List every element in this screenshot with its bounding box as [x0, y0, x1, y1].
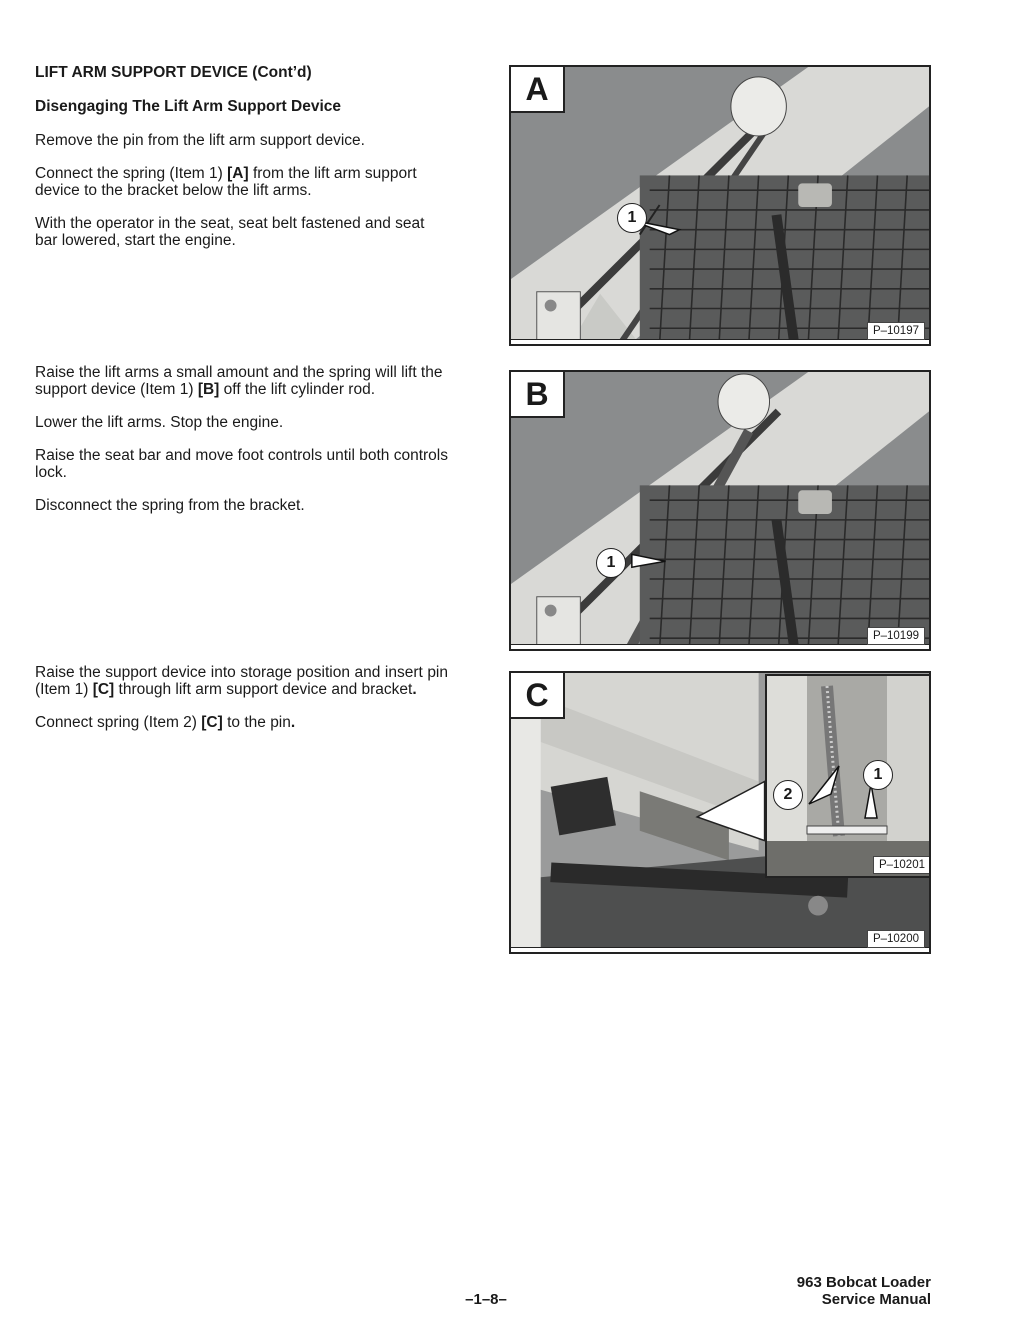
page-number: –1–8–	[465, 1291, 507, 1308]
figure-ref: [C]	[92, 681, 115, 698]
callout-2: 2	[773, 780, 803, 810]
figure-c	[509, 671, 931, 954]
figure-letter: C	[511, 673, 565, 719]
photo-code: P–10200	[867, 930, 925, 948]
figure-a	[509, 65, 931, 346]
callout-1: 1	[596, 548, 626, 578]
manual-title-line-2: Service Manual	[821, 1291, 931, 1308]
photo-lift-arm-b	[511, 372, 929, 649]
figure-ref: [A]	[227, 165, 249, 182]
paragraph: Raise the seat bar and move foot controls until both controls lock.	[35, 447, 448, 481]
manual-title	[797, 1274, 931, 1308]
paragraph: Lower the lift arms. Stop the engine.	[35, 414, 284, 431]
figure-ref: [C]	[201, 714, 223, 731]
manual-title-line-1: 963 Bobcat Loader	[796, 1274, 931, 1291]
figure-ref: [B]	[197, 381, 220, 398]
text-block-c	[35, 664, 448, 747]
figure-letter: A	[511, 67, 565, 113]
figure-letter: B	[511, 372, 565, 418]
figure-b	[509, 370, 931, 651]
paragraph: Raise the support device into storage position and insert pin (Item 1) [C] through lift arm support device and bracket.	[35, 664, 448, 698]
paragraph: Connect spring (Item 2) [C] to the pin.	[35, 714, 296, 731]
inset-photo-code: P–10201	[873, 856, 931, 874]
callout-1: 1	[863, 760, 893, 790]
paragraph: Disconnect the spring from the bracket.	[35, 497, 305, 514]
photo-code: P–10197	[867, 322, 925, 340]
inset-photo	[765, 674, 931, 878]
callout-1: 1	[617, 203, 647, 233]
paragraph: Raise the lift arms a small amount and the spring will lift the support device (Item 1) [B] off the lift cylinder rod.	[35, 364, 443, 398]
inset-spring-pin	[767, 676, 931, 876]
paragraph: With the operator in the seat, seat belt fastened and seat bar lowered, start the engine.	[35, 215, 425, 249]
photo-code: P–10199	[867, 627, 925, 645]
paragraph: Connect the spring (Item 1) [A] from the lift arm support device to the bracket below the lift arms.	[35, 165, 417, 199]
section-title: LIFT ARM SUPPORT DEVICE (Cont’d)	[35, 64, 312, 81]
photo-lift-arm-a	[511, 67, 929, 344]
paragraph: Remove the pin from the lift arm support device.	[35, 132, 365, 149]
subsection-title: Disengaging The Lift Arm Support Device	[35, 98, 342, 115]
text-block-b	[35, 364, 448, 530]
text-block-a	[35, 64, 448, 265]
